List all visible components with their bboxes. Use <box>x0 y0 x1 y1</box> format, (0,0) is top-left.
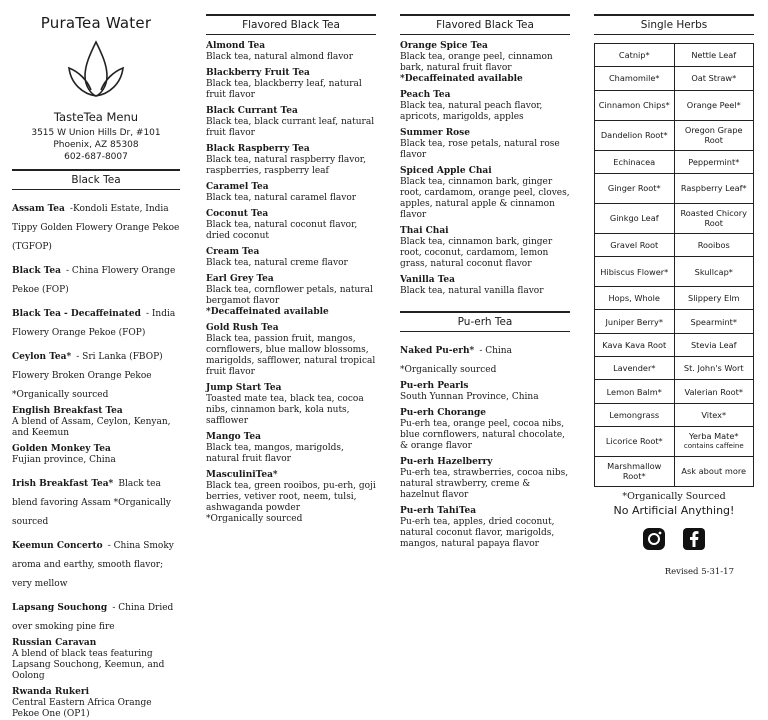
column-flavored-black-tea-2 <box>400 14 570 588</box>
list-item: Russian Caravan A blend of black teas featuring Lapsang Souchong, Keemun, and Oolong <box>12 638 165 681</box>
list-item: Assam Tea -Kondoli Estate, India Tippy Golden Flowery Orange Pekoe (TGFOP) <box>12 204 180 252</box>
list-item: English Breakfast Tea A blend of Assam, Ceylon, Kenyan, and Keemun <box>12 406 171 438</box>
table-row <box>595 44 754 67</box>
list-item: Lapsang Souchong - China Dried over smoking pine fire <box>12 603 174 632</box>
herb-cell-yerba-mate <box>674 426 754 456</box>
herb-cell: Slippery Elm <box>674 287 754 310</box>
table-row <box>595 150 754 173</box>
list-item: Orange Spice Tea Black tea, orange peel, cinnamon bark, natural fruit flavor *Decaffeinated available <box>400 41 570 85</box>
column-single-herbs <box>594 14 754 588</box>
list-item: Mango Tea Black tea, mangos, marigolds, natural fruit flavor <box>206 432 344 464</box>
herb-cell: Catnip* <box>595 44 675 67</box>
list-item: Irish Breakfast Tea* Black tea blend favoring Assam *Organically sourced <box>12 479 171 527</box>
herb-cell: Hibiscus Flower* <box>595 257 675 287</box>
herb-cell: Chamomile* <box>595 67 675 90</box>
section-title-flavored-1: Flavored Black Tea <box>206 14 376 35</box>
herb-name: Yerba Mate* <box>688 431 739 442</box>
herb-cell: Lemon Balm* <box>595 380 675 403</box>
table-row <box>595 287 754 310</box>
herb-cell: Ask about more <box>674 456 754 486</box>
table-row <box>595 233 754 256</box>
list-item: Rwanda Rukeri Central Eastern Africa Orange Pekoe One (OP1) <box>12 687 152 719</box>
list-item: Vanilla Tea Black tea, natural vanilla flavor <box>400 275 544 296</box>
herb-cell: Lavender* <box>595 357 675 380</box>
table-row <box>595 173 754 203</box>
herbs-table <box>594 43 754 487</box>
list-item: Golden Monkey Tea Fujian province, China <box>12 444 116 465</box>
table-row <box>595 120 754 150</box>
herb-cell: Juniper Berry* <box>595 310 675 333</box>
list-item: Caramel Tea Black tea, natural caramel flavor <box>206 182 357 203</box>
herb-cell: Rooibos <box>674 233 754 256</box>
herb-cell: Stevia Leaf <box>674 333 754 356</box>
list-item: Almond Tea Black tea, natural almond flavor <box>206 41 354 62</box>
table-row <box>595 67 754 90</box>
organic-note: *Organically sourced <box>206 514 303 524</box>
flavored-tea-list-1 <box>206 41 376 525</box>
herb-cell: Echinacea <box>595 150 675 173</box>
caffeine-note: contains caffeine <box>683 442 744 451</box>
address-line1: 3515 W Union Hills Dr, #101 <box>31 128 161 138</box>
flavored-tea-list-2 <box>400 41 570 297</box>
section-title-herbs: Single Herbs <box>594 14 754 35</box>
table-row <box>595 456 754 486</box>
section-title-puerh: Pu-erh Tea <box>400 311 570 332</box>
organic-footnote: *Organically Sourced <box>622 490 726 502</box>
list-item: Spiced Apple Chai Black tea, cinnamon bark, ginger root, cardamom, orange peel, cloves, apples, natural apple & cinnamon flavor <box>400 166 570 220</box>
decaf-note: *Decaffeinated available <box>400 74 523 84</box>
table-row <box>595 257 754 287</box>
table-row <box>595 357 754 380</box>
list-item: Pu-erh TahiTea Pu-erh tea, apples, dried coconut, natural coconut flavor, marigolds, mangos, natural papaya flavor <box>400 506 555 549</box>
address-line2: Phoenix, AZ 85308 <box>53 140 139 150</box>
menu-name: TasteTea Menu <box>53 110 139 124</box>
decaf-note: *Decaffeinated available <box>206 307 329 317</box>
herb-cell: Dandelion Root* <box>595 120 675 150</box>
list-item: MasculiniTea* Black tea, green rooibos, pu-erh, goji berries, vetiver root, neem, tulsi, ashwaganda powder *Organically sourced <box>206 470 376 524</box>
puerh-tea-list <box>400 338 570 550</box>
list-item: Black Tea - China Flowery Orange Pekoe (FOP) <box>12 266 176 295</box>
herb-cell: Nettle Leaf <box>674 44 754 67</box>
table-row <box>595 310 754 333</box>
section-title-flavored-2: Flavored Black Tea <box>400 14 570 35</box>
herb-cell: Orange Peel* <box>674 90 754 120</box>
table-row <box>595 90 754 120</box>
herb-cell: Oregon Grape Root <box>674 120 754 150</box>
herb-cell: Skullcap* <box>674 257 754 287</box>
section-title-black-tea: Black Tea <box>12 169 180 190</box>
herb-cell: Marshmallow Root* <box>595 456 675 486</box>
list-item: Peach Tea Black tea, natural peach flavor, apricots, marigolds, apples <box>400 90 543 122</box>
herb-cell: Gravel Root <box>595 233 675 256</box>
herb-cell: Oat Straw* <box>674 67 754 90</box>
list-item: Cream Tea Black tea, natural creme flavor <box>206 247 348 268</box>
phone-number: 602-687-8007 <box>64 152 128 162</box>
leaf-drop-logo-icon <box>61 38 131 106</box>
table-row <box>595 203 754 233</box>
list-item: Pu-erh Pearls South Yunnan Province, China <box>400 381 539 402</box>
list-item: Naked Pu-erh* - China *Organically sourced <box>400 346 512 375</box>
list-item: Earl Grey Tea Black tea, cornflower petals, natural bergamot flavor *Decaffeinated available <box>206 274 376 318</box>
table-row <box>595 380 754 403</box>
herb-cell: Roasted Chicory Root <box>674 203 754 233</box>
brand-name: PuraTea Water <box>40 14 152 32</box>
social-links <box>594 527 754 555</box>
herb-cell: Cinnamon Chips* <box>595 90 675 120</box>
black-tea-list <box>12 196 180 720</box>
herb-cell: St. John's Wort <box>674 357 754 380</box>
herb-cell: Kava Kava Root <box>595 333 675 356</box>
herb-cell: Valerian Root* <box>674 380 754 403</box>
list-item: Keemun Concerto - China Smoky aroma and earthy, smooth flavor; very mellow <box>12 541 174 589</box>
list-item: Thai Chai Black tea, cinnamon bark, ginger root, coconut, cardamom, lemon grass, natural coconut flavor <box>400 226 553 269</box>
list-item: Gold Rush Tea Black tea, passion fruit, mangos, cornflowers, blue mallow blossoms, marigolds, safflower, natural tropical fruit flavor <box>206 323 376 377</box>
herb-cell: Spearmint* <box>674 310 754 333</box>
tagline: No Artificial Anything! <box>613 503 735 517</box>
list-item: Black Raspberry Tea Black tea, natural raspberry flavor, raspberries, raspberry leaf <box>206 144 366 176</box>
herb-cell: Ginger Root* <box>595 173 675 203</box>
instagram-icon[interactable] <box>642 527 666 555</box>
revised-date: Revised 5-31-17 <box>664 566 734 577</box>
list-item: Jump Start Tea Toasted mate tea, black tea, cocoa nibs, cinnamon bark, kola nuts, safflower <box>206 383 364 426</box>
list-item: Blackberry Fruit Tea Black tea, blackberry leaf, natural fruit flavor <box>206 68 362 100</box>
herb-cell: Ginkgo Leaf <box>595 203 675 233</box>
list-item: Pu-erh Chorange Pu-erh tea, orange peel, cocoa nibs, blue cornflowers, natural chocolate, & orange flavor <box>400 408 566 451</box>
herb-cell: Raspberry Leaf* <box>674 173 754 203</box>
list-item: Ceylon Tea* - Sri Lanka (FBOP) Flowery Broken Orange Pekoe *Organically sourced <box>12 352 163 400</box>
table-row <box>595 333 754 356</box>
list-item: Summer Rose Black tea, rose petals, natural rose flavor <box>400 128 560 160</box>
list-item: Black Tea - Decaffeinated - India Flowery Orange Pekoe (FOP) <box>12 309 176 338</box>
list-item: Coconut Tea Black tea, natural coconut flavor, dried coconut <box>206 209 358 241</box>
herb-cell: Hops, Whole <box>595 287 675 310</box>
list-item: Pu-erh Hazelberry Pu-erh tea, strawberries, cocoa nibs, natural strawberry, creme & hazelnut flavor <box>400 457 569 500</box>
herb-cell: Lemongrass <box>595 403 675 426</box>
herb-cell: Vitex* <box>674 403 754 426</box>
facebook-icon[interactable] <box>682 527 706 555</box>
column-flavored-black-tea-1 <box>206 14 376 588</box>
table-row <box>595 426 754 456</box>
herb-cell: Licorice Root* <box>595 426 675 456</box>
herb-cell: Peppermint* <box>674 150 754 173</box>
list-item: Black Currant Tea Black tea, black currant leaf, natural fruit flavor <box>206 106 375 138</box>
table-row <box>595 403 754 426</box>
column-black-tea <box>12 14 180 719</box>
